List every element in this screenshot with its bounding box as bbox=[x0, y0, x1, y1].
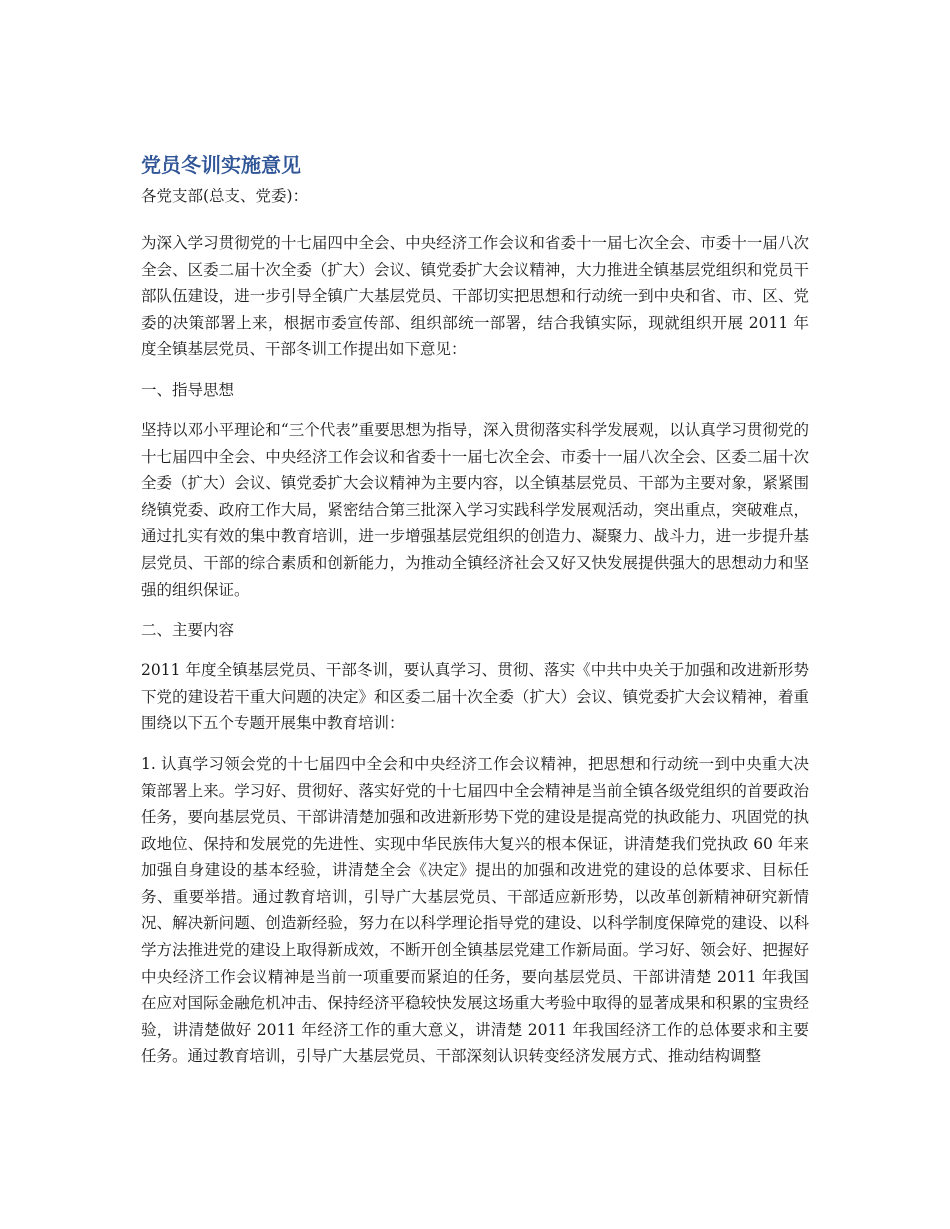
section-heading-guiding-thought: 一、指导思想 bbox=[141, 380, 235, 399]
document-title: 党员冬训实施意见 bbox=[141, 153, 301, 177]
section-heading-main-content: 二、主要内容 bbox=[141, 621, 235, 640]
guiding-thought-paragraph: 坚持以邓小平理论和“三个代表”重要思想为指导，深入贯彻落实科学发展观，以认真学习贯彻党的十七届四中全会、中央经济工作会议和省委十一届七次全会、市委十一届八次全会、区委二届十次全委（扩大）会议、镇党委扩大会议精神为主要内容，以全镇基层党员、干部为主要对象，紧紧围绕镇党委、政府工作大局，紧密结合第三批深入学习实践科学发展观活动，突出重点，突破难点，通过扎实有效的集中教育培训，进一步增强基层党组织的创造力、凝聚力、战斗力，进一步提升基层党员、干部的综合素质和创新能力，为推动全镇经济社会又好又快发展提供强大的思想动力和坚强的组织保证。 bbox=[141, 420, 809, 599]
intro-paragraph: 为深入学习贯彻党的十七届四中全会、中央经济工作会议和省委十一届七次全会、市委十一届八次全会、区委二届十次全委（扩大）会议、镇党委扩大会议精神，大力推进全镇基层党组织和党员干部队伍建设，进一步引导全镇广大基层党员、干部切实把思想和行动统一到中央和省、市、区、党委的决策部署上来，根据市委宣传部、组织部统一部署，结合我镇实际，现就组织开展 2011 年度全镇基层党员、干部冬训工作提出如下意见： bbox=[141, 234, 809, 359]
list-item-1: 1. 认真学习领会党的十七届四中全会和中央经济工作会议精神，把思想和行动统一到中央重大决策部署上来。学习好、贯彻好、落实好党的十七届四中全会精神是当前全镇各级党组织的首要政治任务，要向基层党员、干部讲清楚加强和改进新形势下党的建设是提高党的执政能力、巩固党的执政地位、保持和发展党的先进性、实现中华民族伟大复兴的根本保证，讲清楚我们党执政 60 年来加强自身建设的基本经验，讲清楚全会《决定》提出的加强和改进党的建设的总体要求、目标任务、重要举措。通过教育培训，引导广大基层党员、干部适应新形势，以改革创新精神研究新情况、解决新问题、创造新经验，努力在以科学理论指导党的建设、以科学制度保障党的建设、以科学方法推进党的建设上取得新成效，不断开创全镇基层党建工作新局面。学习好、领会好、把握好中央经济工作会议精神是当前一项重要而紧迫的任务，要向基层党员、干部讲清楚 2011 年我国在应对国际金融危机冲击、保持经济平稳较快发展这场重大考验中取得的显著成果和积累的宝贵经验，讲清楚做好 2011 年经济工作的重大意义，讲清楚 2011 年我国经济工作的总体要求和主要任务。通过教育培训，引导广大基层党员、干部深刻认识转变经济发展方式、推动结构调整 bbox=[141, 754, 809, 1066]
main-content-paragraph: 2011 年度全镇基层党员、干部冬训，要认真学习、贯彻、落实《中共中央关于加强和改进新形势下党的建设若干重大问题的决定》和区委二届十次全委（扩大）会议、镇党委扩大会议精神，着重围绕以下五个专题开展集中教育培训： bbox=[141, 661, 809, 733]
salutation: 各党支部(总支、党委)： bbox=[141, 187, 309, 205]
document-page bbox=[141, 150, 809, 1084]
